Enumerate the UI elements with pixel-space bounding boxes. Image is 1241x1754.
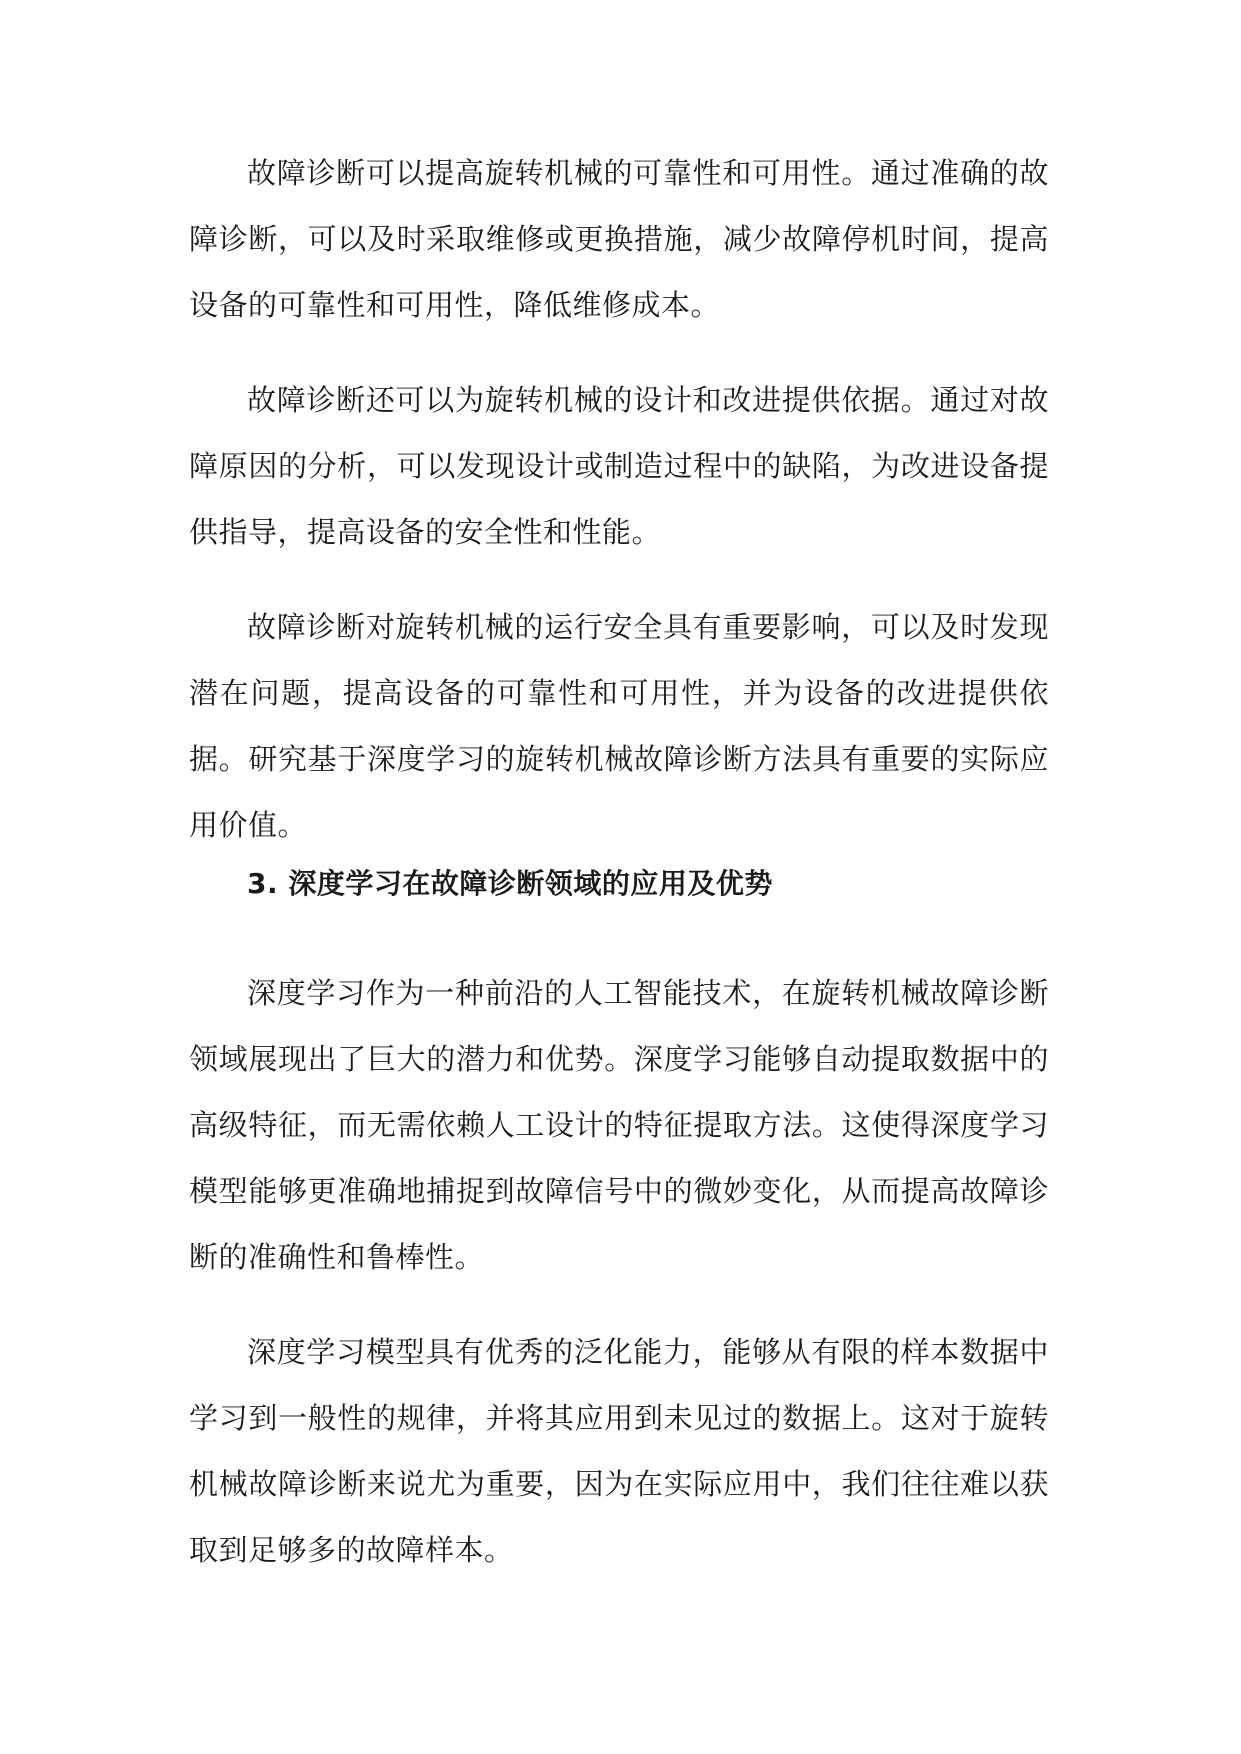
paragraph-reliability: 故障诊断可以提高旋转机械的可靠性和可用性。通过准确的故障诊断，可以及时采取维修或更换措施，减少故障停机时间，提高设备的可靠性和可用性，降低维修成本。 xyxy=(189,156,1049,322)
paragraph-deep-learning-advantages: 深度学习作为一种前沿的人工智能技术，在旋转机械故障诊断领域展现出了巨大的潜力和优势。深度学习能够自动提取数据中的高级特征，而无需依赖人工设计的特征提取方法。这使得深度学习模型能够更准确地捕捉到故障信号中的微妙变化，从而提高故障诊断的准确性和鲁棒性。 xyxy=(189,976,1049,1274)
section-heading: 3. 深度学习在故障诊断领域的应用及优势 xyxy=(247,867,773,900)
paragraph-design-improvement: 故障诊断还可以为旋转机械的设计和改进提供依据。通过对故障原因的分析，可以发现设计或制造过程中的缺陷，为改进设备提供指导，提高设备的安全性和性能。 xyxy=(189,383,1049,549)
paragraph-generalization: 深度学习模型具有优秀的泛化能力，能够从有限的样本数据中学习到一般性的规律，并将其应用到未见过的数据上。这对于旋转机械故障诊断来说尤为重要，因为在实际应用中，我们往往难以获取到足够多的故障样本。 xyxy=(189,1335,1049,1567)
paragraph-operational-safety: 故障诊断对旋转机械的运行安全具有重要影响，可以及时发现潜在问题，提高设备的可靠性和可用性，并为设备的改进提供依据。研究基于深度学习的旋转机械故障诊断方法具有重要的实际应用价值。 xyxy=(189,610,1049,842)
